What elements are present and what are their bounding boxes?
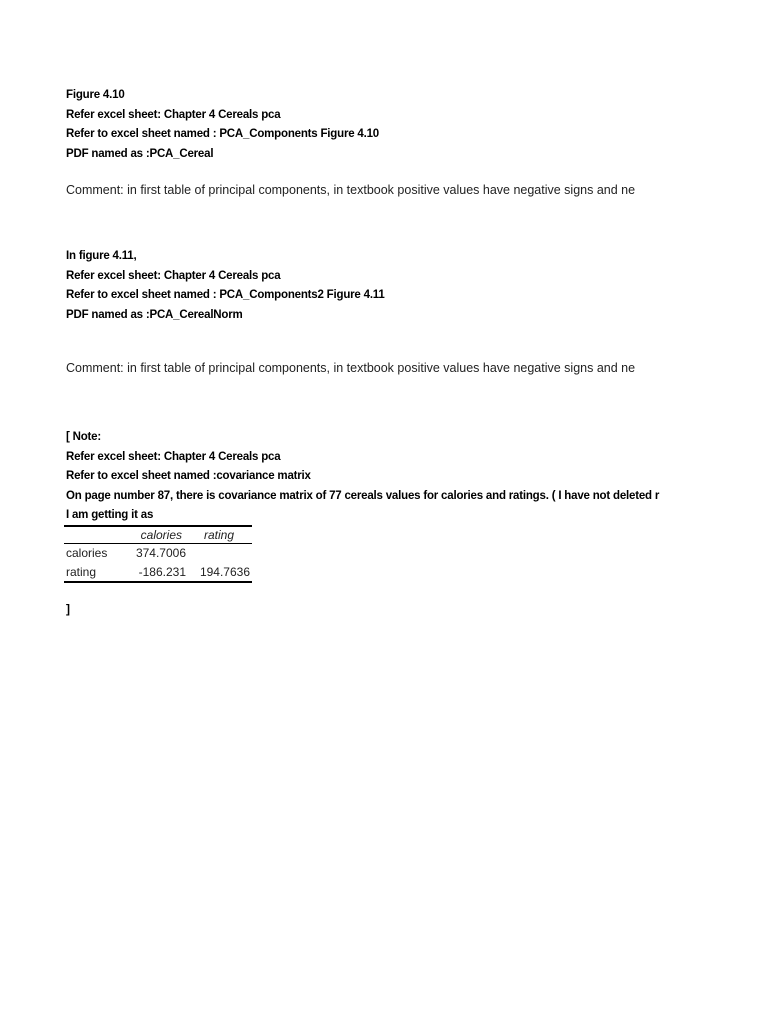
figure-411-title: In figure 4.11, bbox=[66, 250, 137, 262]
note-page-reference: On page number 87, there is covariance matrix of 77 cereals values for calories and ratings. ( I have not deleted r bbox=[66, 489, 660, 502]
figure-411-sheet-name: Refer to excel sheet named : PCA_Components2 Figure 4.11 bbox=[66, 289, 385, 301]
figure-410-pdf-name: PDF named as :PCA_Cereal bbox=[66, 147, 214, 160]
figure-410-sheet-name: Refer to excel sheet named : PCA_Components Figure 4.10 bbox=[66, 128, 380, 140]
figure-411-pdf-name: PDF named as :PCA_CerealNorm bbox=[66, 308, 243, 321]
cell-rating-calories: -186.231 bbox=[138, 564, 186, 579]
header-rating: rating bbox=[203, 528, 235, 542]
table-bottom-rule bbox=[64, 581, 252, 583]
note-result-intro: I am getting it as bbox=[66, 509, 154, 521]
header-corner bbox=[64, 527, 130, 543]
note-heading: [ Note: bbox=[66, 431, 102, 443]
header-calories: calories bbox=[140, 528, 182, 542]
note-excel-sheet: Refer excel sheet: Chapter 4 Cereals pca bbox=[66, 450, 281, 463]
row-label-calories: calories bbox=[66, 546, 108, 560]
covariance-table bbox=[64, 525, 252, 583]
figure-411-excel-sheet: Refer excel sheet: Chapter 4 Cereals pca bbox=[66, 269, 281, 282]
row-label-rating: rating bbox=[66, 564, 97, 579]
cell-rating-rating: 194.7636 bbox=[199, 564, 250, 579]
figure-410-block bbox=[66, 86, 694, 164]
note-closing-bracket: ] bbox=[66, 602, 70, 616]
figure-410-title: Figure 4.10 bbox=[66, 89, 125, 101]
figure-411-block bbox=[66, 247, 694, 325]
cell-calories-rating bbox=[186, 544, 252, 563]
figure-410-excel-sheet: Refer excel sheet: Chapter 4 Cereals pca bbox=[66, 108, 281, 121]
note-sheet-name: Refer to excel sheet named :covariance matrix bbox=[66, 470, 311, 482]
figure-411-comment: Comment: in first table of principal components, in textbook positive values have negative signs and ne bbox=[66, 361, 636, 375]
figure-410-comment: Comment: in first table of principal components, in textbook positive values have negative signs and ne bbox=[66, 183, 636, 197]
note-block bbox=[66, 428, 694, 526]
cell-calories-calories: 374.7006 bbox=[135, 546, 186, 560]
table-header-row bbox=[64, 527, 252, 543]
table-row bbox=[64, 544, 252, 563]
table-row bbox=[64, 563, 252, 582]
